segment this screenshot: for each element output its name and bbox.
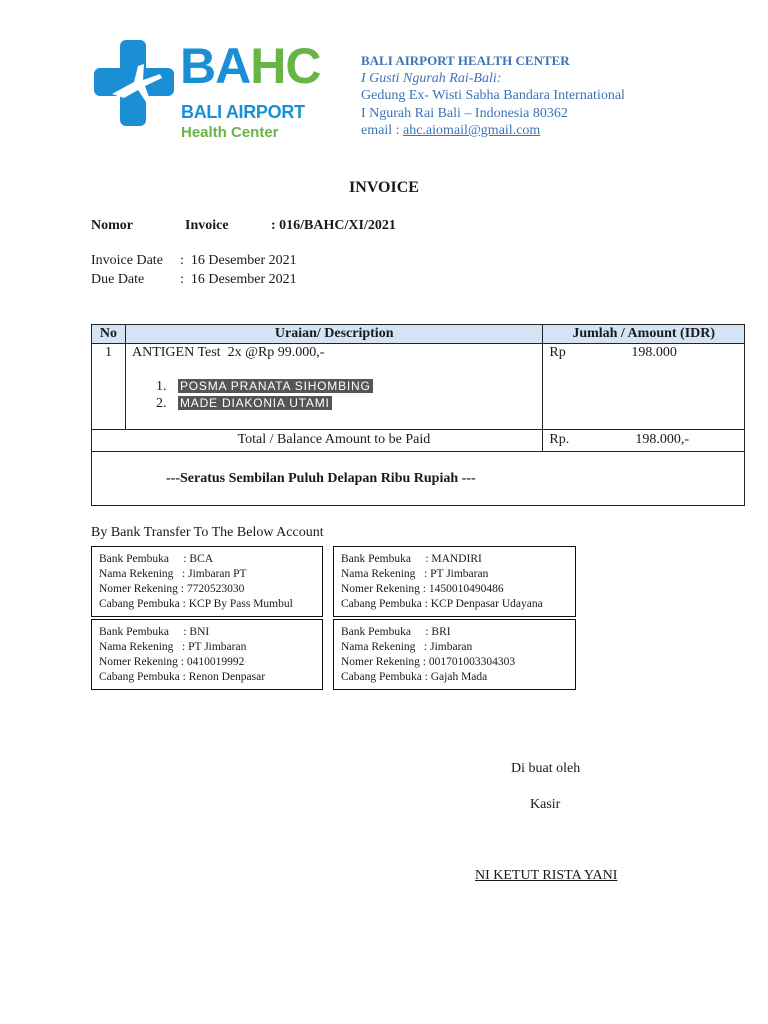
col-header-no: No (92, 325, 126, 344)
item-description: ANTIGEN Test 2x @Rp 99.000,- (131, 345, 325, 360)
bank-detail: Bank Pembuka : BCA (99, 553, 214, 565)
total-amount-cell (543, 430, 745, 452)
amount-value: 198.000 (631, 345, 677, 360)
row-no: 1 (92, 344, 126, 430)
amount-in-words: ---Seratus Sembilan Puluh Delapan Ribu Rupiah --- (92, 452, 745, 506)
made-by-label: Di buat oleh (511, 761, 581, 776)
bank-account-mandiri (333, 546, 576, 617)
patient-name: MADE DIAKONIA UTAMI (179, 396, 330, 410)
total-label: Total / Balance Amount to be Paid (125, 430, 542, 452)
org-location: I Gusti Ngurah Rai-Bali: (361, 70, 502, 86)
org-name: BALI AIRPORT HEALTH CENTER (361, 53, 570, 68)
invoice-title: INVOICE (349, 179, 419, 196)
nomor-label: Nomor (91, 218, 133, 233)
currency: Rp (549, 345, 566, 360)
bank-detail: Cabang Pembuka : KCP By Pass Mumbul (99, 598, 293, 610)
col-header-amount: Jumlah / Amount (IDR) (543, 325, 745, 344)
bank-detail: Cabang Pembuka : Renon Denpasar (99, 671, 266, 683)
invoice-table (91, 324, 745, 506)
bank-detail: Bank Pembuka : MANDIRI (341, 553, 482, 565)
row-amount (543, 344, 745, 430)
brand-name: BALI AIRPORT (181, 102, 305, 122)
bank-account-bca (91, 546, 323, 617)
bank-detail: Nama Rekening : Jimbaran (341, 641, 473, 653)
bank-detail: Bank Pembuka : BRI (341, 626, 451, 638)
due-date-label: Due Date (91, 272, 145, 287)
cashier-role: Kasir (530, 797, 561, 812)
total-amount: 198.000,- (635, 432, 690, 447)
medical-cross-plane-icon (94, 40, 174, 126)
email-label: email : (361, 123, 403, 138)
org-header (361, 52, 625, 140)
bahc-logo (94, 36, 321, 146)
table-row (92, 344, 745, 430)
email-link[interactable]: ahc.aiomail@gmail.com (403, 123, 541, 138)
invoice-label: Invoice (185, 218, 229, 233)
bank-detail: Nomer Rekening : 1450010490486 (341, 583, 504, 595)
invoice-date-value: : 16 Desember 2021 (180, 253, 297, 268)
invoice-date-label: Invoice Date (91, 253, 163, 268)
table-header-row (92, 325, 745, 344)
brand-initials: BAHC (180, 38, 321, 94)
patient-name: POSMA PRANATA SIHOMBING (179, 379, 371, 393)
org-address-1: Gedung Ex- Wisti Sabha Bandara International (361, 88, 625, 103)
total-row (92, 430, 745, 452)
row-description (125, 344, 542, 430)
bank-detail: Nomer Rekening : 001701003304303 (341, 656, 516, 668)
patient-list (132, 378, 536, 412)
bank-detail: Nomer Rekening : 7720523030 (99, 583, 245, 595)
bank-detail: Nama Rekening : Jimbaran PT (99, 568, 247, 580)
bank-account-bni (91, 619, 323, 690)
bank-account-bri (333, 619, 576, 690)
list-item: 1. POSMA PRANATA SIHOMBING (155, 379, 371, 394)
brand-tagline: Health Center (181, 124, 279, 141)
bank-transfer-title: By Bank Transfer To The Below Account (91, 525, 324, 540)
bank-detail: Cabang Pembuka : KCP Denpasar Udayana (341, 598, 543, 610)
col-header-description: Uraian/ Description (125, 325, 542, 344)
due-date-value: : 16 Desember 2021 (180, 272, 297, 287)
list-item: 2. MADE DIAKONIA UTAMI (155, 396, 330, 411)
bank-detail: Nomer Rekening : 0410019992 (99, 656, 245, 668)
bank-detail: Nama Rekening : PT Jimbaran (99, 641, 247, 653)
bank-detail: Cabang Pembuka : Gajah Mada (341, 671, 488, 683)
invoice-number: : 016/BAHC/XI/2021 (271, 218, 396, 233)
signatory-name: NI KETUT RISTA YANI (475, 868, 618, 883)
amount-in-words-row (92, 452, 745, 506)
org-email-line (361, 122, 625, 140)
bank-detail: Nama Rekening : PT Jimbaran (341, 568, 489, 580)
total-currency: Rp. (549, 432, 570, 447)
bank-detail: Bank Pembuka : BNI (99, 626, 210, 638)
org-address-2: I Ngurah Rai Bali – Indonesia 80362 (361, 105, 568, 121)
